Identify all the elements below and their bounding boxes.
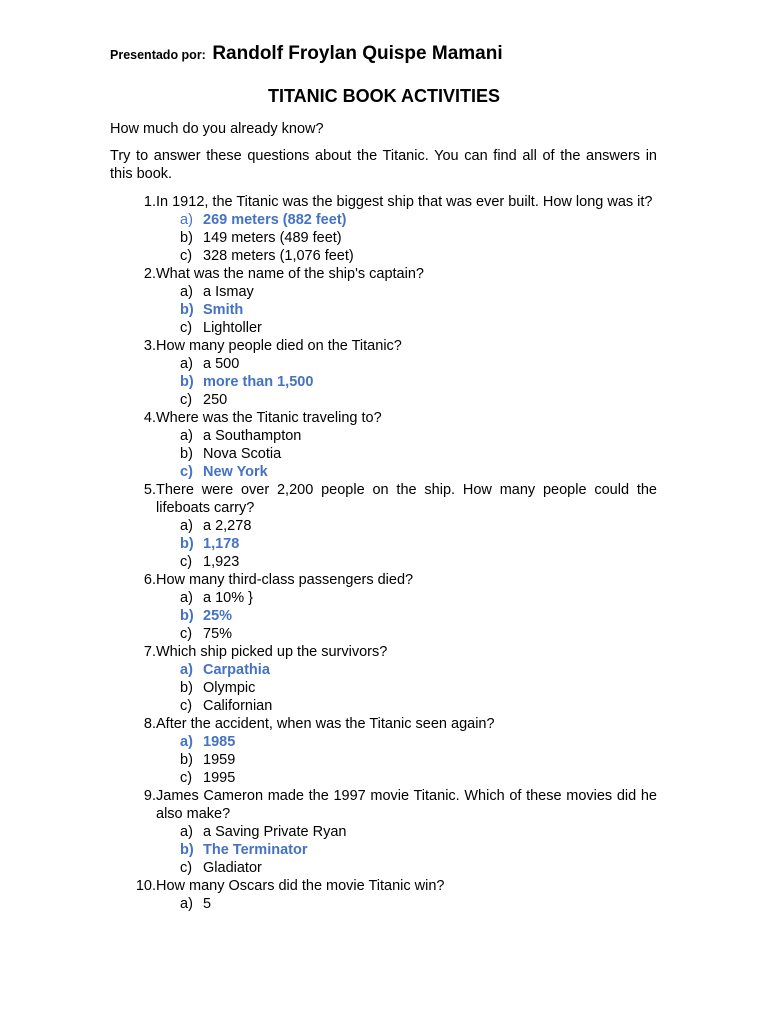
option-list bbox=[110, 733, 657, 787]
option-text: 1985 bbox=[203, 734, 236, 750]
question-item bbox=[110, 715, 657, 787]
question-text: How many Oscars did the movie Titanic win? bbox=[156, 878, 445, 894]
answer-option bbox=[110, 283, 657, 301]
option-list bbox=[110, 283, 657, 337]
option-list bbox=[110, 355, 657, 409]
correct-answer-option bbox=[110, 607, 657, 625]
option-text: more than 1,500 bbox=[203, 374, 314, 390]
option-letter: a) bbox=[180, 212, 193, 228]
option-letter: b) bbox=[180, 230, 193, 246]
author-name: Randolf Froylan Quispe Mamani bbox=[212, 43, 503, 64]
option-text: New York bbox=[203, 464, 268, 480]
answer-option bbox=[110, 517, 657, 535]
question-row bbox=[110, 643, 657, 661]
option-text: 75% bbox=[203, 626, 233, 642]
option-text: a 10% } bbox=[203, 590, 253, 606]
option-list bbox=[110, 211, 657, 265]
option-letter: c) bbox=[180, 464, 193, 480]
option-letter: a) bbox=[180, 356, 193, 372]
question-text: Which ship picked up the survivors? bbox=[156, 644, 388, 660]
question-text: There were over 2,200 people on the ship. How many people could the lifeboats carry? bbox=[156, 482, 657, 516]
page-title: TITANIC BOOK ACTIVITIES bbox=[268, 86, 500, 106]
question-row bbox=[110, 481, 657, 517]
option-text: 1,923 bbox=[203, 554, 240, 570]
correct-answer-option bbox=[110, 841, 657, 859]
question-number: 6. bbox=[143, 572, 156, 588]
question-item bbox=[110, 193, 657, 265]
intro-instructions: Try to answer these questions about the Titanic. You can find all of the answers in this book. bbox=[110, 148, 657, 182]
question-number: 4. bbox=[143, 410, 156, 426]
option-letter: a) bbox=[180, 284, 193, 300]
option-letter: b) bbox=[180, 752, 193, 768]
question-number: 5. bbox=[143, 482, 156, 498]
question-row bbox=[110, 337, 657, 355]
option-letter: a) bbox=[180, 518, 193, 534]
answer-option bbox=[110, 553, 657, 571]
correct-answer-option bbox=[110, 535, 657, 553]
option-text: 269 meters (882 feet) bbox=[203, 212, 347, 228]
answer-option bbox=[110, 229, 657, 247]
option-letter: a) bbox=[180, 734, 193, 750]
option-text: 149 meters (489 feet) bbox=[203, 230, 342, 246]
option-text: 25% bbox=[203, 608, 233, 624]
question-item bbox=[110, 571, 657, 643]
option-list bbox=[110, 517, 657, 571]
question-number: 2. bbox=[143, 266, 156, 282]
option-text: a Ismay bbox=[203, 284, 254, 300]
option-letter: c) bbox=[180, 770, 193, 786]
question-text: How many third-class passengers died? bbox=[156, 572, 414, 588]
correct-answer-option bbox=[110, 733, 657, 751]
option-text: Californian bbox=[203, 698, 273, 714]
question-text: Where was the Titanic traveling to? bbox=[156, 410, 382, 426]
option-text: Lightoller bbox=[203, 320, 262, 336]
option-letter: a) bbox=[180, 590, 193, 606]
question-text: What was the name of the ship's captain? bbox=[156, 266, 424, 282]
question-number: 3. bbox=[143, 338, 156, 354]
option-letter: b) bbox=[180, 680, 193, 696]
question-row bbox=[110, 715, 657, 733]
option-text: Carpathia bbox=[203, 662, 270, 678]
question-number: 9. bbox=[143, 788, 156, 804]
option-list bbox=[110, 589, 657, 643]
option-text: 250 bbox=[203, 392, 228, 408]
answer-option bbox=[110, 427, 657, 445]
answer-option bbox=[110, 679, 657, 697]
option-letter: c) bbox=[180, 248, 193, 264]
option-list bbox=[110, 661, 657, 715]
question-item bbox=[110, 265, 657, 337]
correct-answer-option bbox=[110, 301, 657, 319]
answer-option bbox=[110, 769, 657, 787]
question-item bbox=[110, 877, 657, 913]
option-letter: c) bbox=[180, 320, 193, 336]
option-letter: b) bbox=[180, 536, 194, 552]
question-number: 7. bbox=[143, 644, 156, 660]
option-text: 328 meters (1,076 feet) bbox=[203, 248, 354, 264]
answer-option bbox=[110, 445, 657, 463]
option-letter: c) bbox=[180, 860, 193, 876]
question-item bbox=[110, 787, 657, 877]
option-letter: b) bbox=[180, 302, 194, 318]
correct-answer-option bbox=[110, 211, 657, 229]
question-list bbox=[110, 193, 657, 913]
option-letter: b) bbox=[180, 374, 194, 390]
option-list bbox=[110, 823, 657, 877]
answer-option bbox=[110, 247, 657, 265]
answer-option bbox=[110, 859, 657, 877]
question-item bbox=[110, 337, 657, 409]
option-text: a 500 bbox=[203, 356, 240, 372]
option-letter: a) bbox=[180, 896, 193, 912]
answer-option bbox=[110, 391, 657, 409]
option-letter: a) bbox=[180, 824, 193, 840]
answer-option bbox=[110, 319, 657, 337]
answer-option bbox=[110, 625, 657, 643]
option-text: 1,178 bbox=[203, 536, 240, 552]
option-text: 1959 bbox=[203, 752, 236, 768]
option-letter: c) bbox=[180, 698, 193, 714]
option-text: Olympic bbox=[203, 680, 256, 696]
presenter-line bbox=[110, 43, 503, 65]
correct-answer-option bbox=[110, 463, 657, 481]
option-text: a 2,278 bbox=[203, 518, 252, 534]
option-letter: a) bbox=[180, 662, 193, 678]
question-row bbox=[110, 787, 657, 823]
option-letter: c) bbox=[180, 392, 193, 408]
question-item bbox=[110, 643, 657, 715]
option-letter: b) bbox=[180, 446, 193, 462]
question-item bbox=[110, 481, 657, 571]
option-list bbox=[110, 895, 657, 913]
question-row bbox=[110, 265, 657, 283]
correct-answer-option bbox=[110, 661, 657, 679]
question-row bbox=[110, 409, 657, 427]
correct-answer-option bbox=[110, 373, 657, 391]
option-letter: a) bbox=[180, 428, 193, 444]
option-text: 1995 bbox=[203, 770, 236, 786]
presented-by-label: Presentado por: bbox=[110, 48, 206, 62]
answer-option bbox=[110, 823, 657, 841]
answer-option bbox=[110, 589, 657, 607]
option-text: a Southampton bbox=[203, 428, 302, 444]
answer-option bbox=[110, 355, 657, 373]
option-text: 5 bbox=[203, 896, 212, 912]
option-text: Nova Scotia bbox=[203, 446, 282, 462]
option-text: a Saving Private Ryan bbox=[203, 824, 347, 840]
question-row bbox=[110, 571, 657, 589]
option-list bbox=[110, 427, 657, 481]
question-row bbox=[110, 877, 657, 895]
answer-option bbox=[110, 697, 657, 715]
question-text: In 1912, the Titanic was the biggest ship that was ever built. How long was it? bbox=[156, 194, 653, 210]
option-text: The Terminator bbox=[203, 842, 308, 858]
intro-question: How much do you already know? bbox=[110, 121, 324, 137]
question-text: After the accident, when was the Titanic seen again? bbox=[156, 716, 495, 732]
option-letter: b) bbox=[180, 608, 194, 624]
option-letter: c) bbox=[180, 626, 193, 642]
answer-option bbox=[110, 751, 657, 769]
answer-option bbox=[110, 895, 657, 913]
option-letter: c) bbox=[180, 554, 193, 570]
option-text: Gladiator bbox=[203, 860, 262, 876]
question-text: James Cameron made the 1997 movie Titanic. Which of these movies did he also make? bbox=[156, 788, 657, 822]
question-item bbox=[110, 409, 657, 481]
question-number: 8. bbox=[143, 716, 156, 732]
option-letter: b) bbox=[180, 842, 194, 858]
question-number: 1. bbox=[143, 194, 156, 210]
question-row bbox=[110, 193, 657, 211]
question-text: How many people died on the Titanic? bbox=[156, 338, 402, 354]
option-text: Smith bbox=[203, 302, 244, 318]
question-number: 10. bbox=[135, 878, 156, 894]
